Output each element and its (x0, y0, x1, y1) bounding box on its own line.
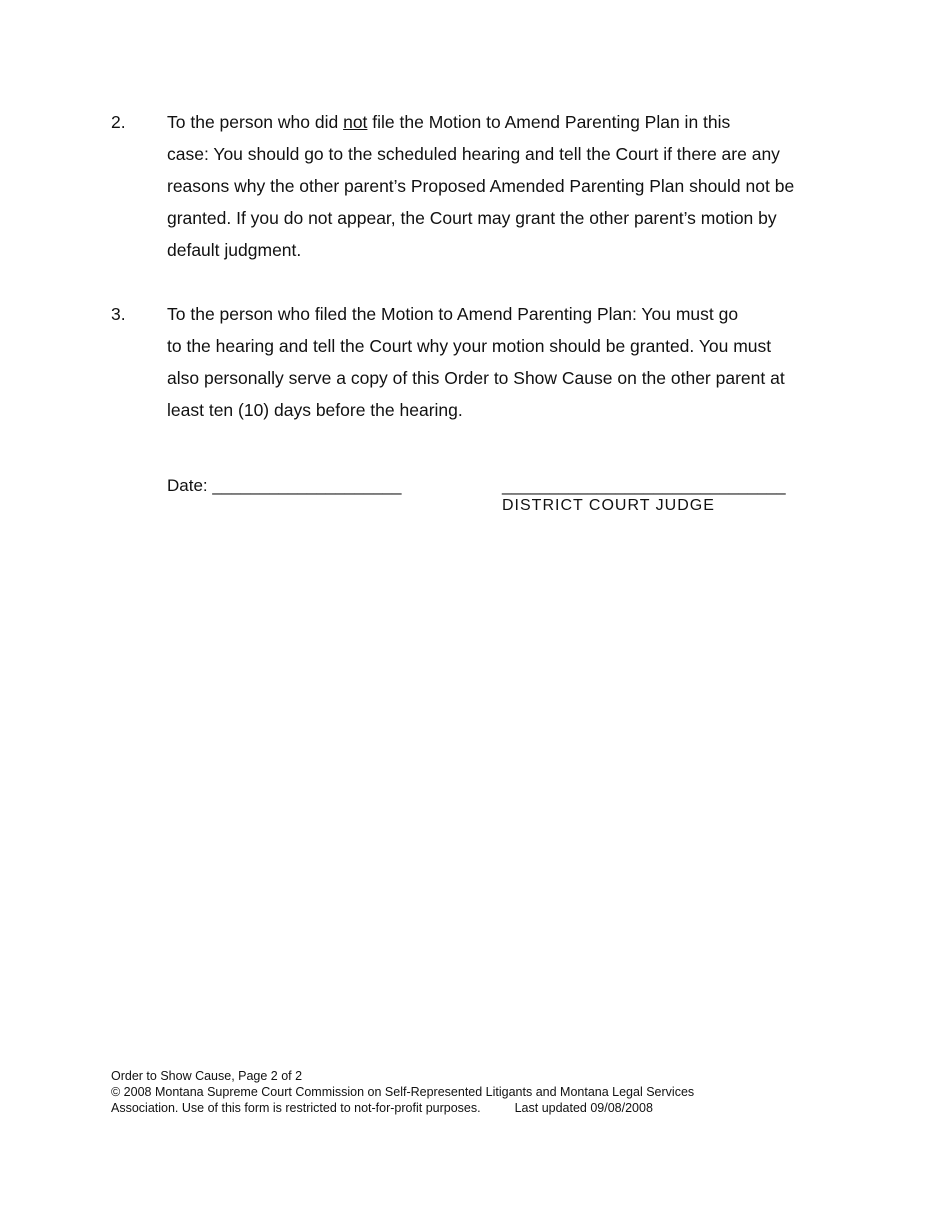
footer-copyright: © 2008 Montana Supreme Court Commission on Self-Represented Litigants and Montana Legal Services (111, 1085, 695, 1099)
date-line: Date: ____________________ (167, 476, 402, 495)
text: file the Motion to Amend Parenting Plan in this (367, 112, 731, 132)
text: To the person who did (167, 112, 344, 132)
item-line: To the person who filed the Motion to Amend Parenting Plan: You must go (167, 304, 739, 324)
item-number: 2. (111, 112, 126, 132)
item-line: granted. If you do not appear, the Court may grant the other parent’s motion by (167, 208, 777, 228)
item-line: case: You should go to the scheduled hearing and tell the Court if there are any (167, 144, 780, 164)
footer-updated: Last updated 09/08/2008 (514, 1101, 653, 1115)
item-line: default judgment. (167, 240, 302, 260)
judge-label: DISTRICT COURT JUDGE (502, 497, 715, 514)
item-line: to the hearing and tell the Court why your motion should be granted. You must (167, 336, 772, 356)
footer-usage (111, 1100, 694, 1116)
item-number: 3. (111, 304, 126, 324)
item-line: also personally serve a copy of this Order to Show Cause on the other parent at (167, 368, 785, 388)
footer-usage-text: Association. Use of this form is restricted to not-for-profit purposes. (111, 1101, 481, 1115)
footer (111, 1068, 694, 1116)
emphasis-not: not (343, 112, 368, 132)
judge-signature-line: ______________________________ (502, 476, 786, 495)
item-line: reasons why the other parent’s Proposed Amended Parenting Plan should not be (167, 176, 795, 196)
footer-page: Order to Show Cause, Page 2 of 2 (111, 1069, 303, 1083)
item-line: least ten (10) days before the hearing. (167, 400, 463, 420)
item-line (167, 106, 794, 138)
